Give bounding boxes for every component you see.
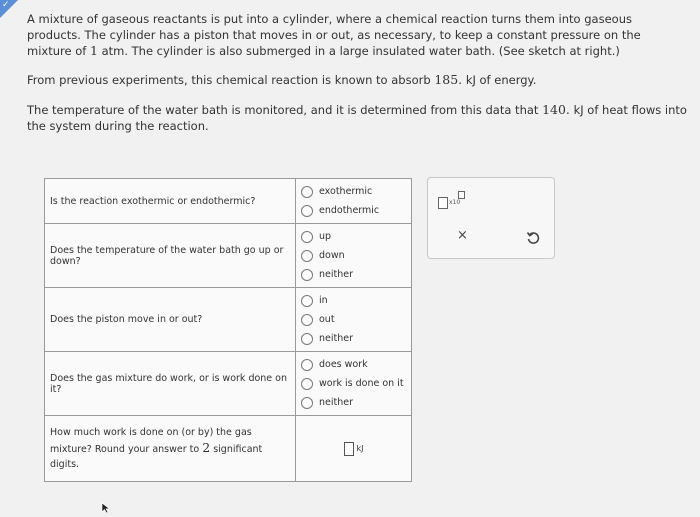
clear-button[interactable]: × (457, 228, 468, 243)
radio-button[interactable] (301, 295, 313, 307)
radio-button[interactable] (301, 333, 313, 345)
question-row-exothermic (45, 179, 412, 224)
option-out[interactable]: out (301, 310, 411, 329)
question-text: How much work is done on (or by) the gas mixture? Round your answer to 2 significant digits. (45, 416, 296, 482)
radio-button[interactable] (301, 250, 313, 262)
option-neither[interactable]: neither (301, 265, 411, 284)
answer-options (296, 288, 412, 352)
intro-paragraph-2: From previous experiments, this chemical reaction is known to absorb 185. kJ of energy. (27, 72, 537, 87)
unit-label: kJ (356, 444, 364, 453)
option-in[interactable]: in (301, 291, 411, 310)
radio-button[interactable] (301, 397, 313, 409)
radio-button[interactable] (301, 186, 313, 198)
intro-paragraph-1: A mixture of gaseous reactants is put into a cylinder, where a chemical reaction turns them into gaseous products. The cylinder has a piston that moves in or out, as necessary, to keep a constant pressure on the mixture of 1 atm. The cylinder is also submerged in a large insulated water bath. (See sketch at right.) (27, 12, 641, 58)
question-text: Does the gas mixture do work, or is work done on it? (45, 352, 296, 416)
question-row-work-amount (45, 416, 412, 482)
option-up[interactable]: up (301, 227, 411, 246)
question-row-water-bath (45, 224, 412, 288)
radio-button[interactable] (301, 378, 313, 390)
question-row-piston (45, 288, 412, 352)
option-does-work[interactable]: does work (301, 355, 411, 374)
tool-panel (427, 177, 555, 259)
check-icon: ✓ (2, 0, 10, 10)
radio-button[interactable] (301, 231, 313, 243)
work-answer-input[interactable] (344, 442, 354, 456)
answer-cell (296, 416, 412, 482)
radio-button[interactable] (301, 359, 313, 371)
answer-options (296, 179, 412, 224)
exponent-box-icon (458, 191, 465, 199)
question-row-work (45, 352, 412, 416)
option-neither[interactable]: neither (301, 329, 411, 348)
radio-button[interactable] (301, 269, 313, 281)
times-ten-label: x10 (449, 199, 461, 206)
radio-button[interactable] (301, 205, 313, 217)
option-down[interactable]: down (301, 246, 411, 265)
option-work-done-on-it[interactable]: work is done on it (301, 374, 411, 393)
option-neither[interactable]: neither (301, 393, 411, 412)
answer-options (296, 224, 412, 288)
undo-icon[interactable] (525, 229, 541, 245)
option-endothermic[interactable]: endothermic (301, 201, 411, 220)
answer-options (296, 352, 412, 416)
radio-button[interactable] (301, 314, 313, 326)
intro-paragraph-3: The temperature of the water bath is monitored, and it is determined from this data that 140. kJ of heat flows into the system during the reaction. (27, 102, 687, 133)
question-text: Does the piston move in or out? (45, 288, 296, 352)
scientific-notation-button[interactable] (438, 191, 472, 209)
question-table (44, 178, 412, 482)
question-text: Is the reaction exothermic or endothermic? (45, 179, 296, 224)
mantissa-box-icon (438, 197, 448, 209)
option-exothermic[interactable]: exothermic (301, 182, 411, 201)
mouse-pointer-icon (101, 502, 111, 514)
question-text: Does the temperature of the water bath go up or down? (45, 224, 296, 288)
